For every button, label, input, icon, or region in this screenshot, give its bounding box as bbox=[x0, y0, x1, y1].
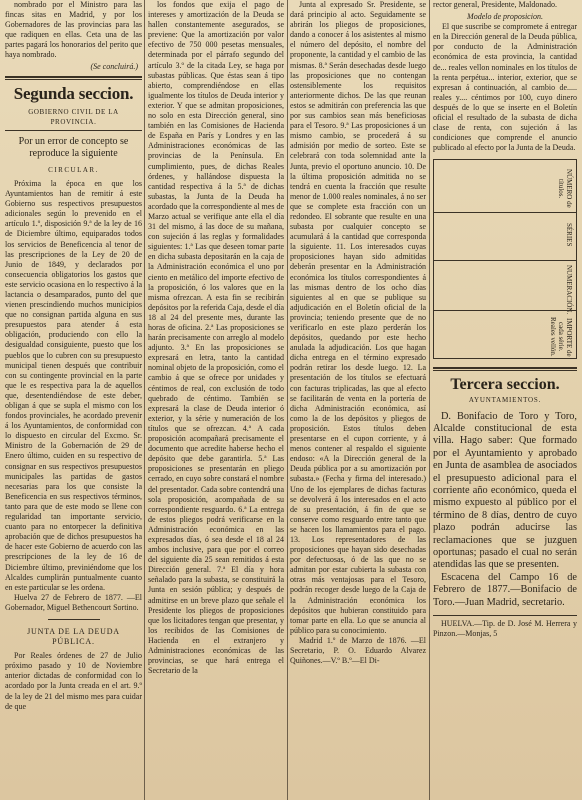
column-2 bbox=[148, 0, 284, 800]
table-cell-numero bbox=[434, 160, 576, 212]
notice-body: D. Bonifacio de Toro y Toro, Alcalde constitucional de esta villa. Hago saber: Que formado por el Ayuntamiento y aprobado en Junta de asamblea de asociados el presupuesto adicional para el corriente año económico, queda el mismo expuesto al público por el término de 8 días, dentro de cuyo plazo podrán aducirse las reclamaciones que se juzguen oportunas; pasado el cual no serán atendidas las que se presenten. bbox=[433, 410, 577, 571]
column-3-body: Junta al expresado Sr. Presidente, se dará principio al acto. Seguidamente se abrirán los pliegos de proposiciones, dando a conocer á los asistentes al mismo el número del depósito, el nombre del proponente, la cantidad y el cambio de las mismas. 8.ª Serán desechadas desde luego las proposiciones que no contengan ostensiblemente los requisitos anteriormente dichos. De las que reunan estos se admitirán con preferencia las que por sus cambios sean más beneficiosas para el Tesoro. 9.ª Las proposiciones á un mismo cambio, se procederá á su admisión por medio de sorteo. Este se celebrará con toda solemnidad ante la Junta, previo el oportuno anuncio. 10. De la última proposición admitida no se tendrá en cuenta la fracción que resulte menor de 1.000 reales nominales, á no ser que se complete esta fracción con un redondeo. El sobrante que resulte en una subasta por cualquier concepto se acumulará á la cantidad que corresponda la siguiente. 11. Los interesados cuyas proposiciones hayan sido admitidas deberán presentar en la Administración económica los títulos correspondientes á las mismas dentro de los ocho días siguientes al en que se publique su adjudicación en el Boletín oficial de la provincia; teniendo presente que de no verificarlo en este plazo perderán los depósitos, quedando por este hecho anulada la adjudicación. Los que hagan dicha entrega en el término expresado podrán retirar los desde luego. 12. La presentación de los títulos se efectuará con facturas triplicadas, las que al efecto se facilitarán de venta en la portería de dicha Administración económica, así como la de los depósitos y pliegos de proposición. Estos títulos deben presentarse en el cupon corriente, y á menos contener al respaldo el siguiente endoso: «A la Dirección general de la Deuda pública por a su amortización por subasta.» (Fecha y firma del interesado.) Uno de los ejemplares de dichas facturas se devolverá á los interesados en el acto de su presentación, á fin de que se conserve como resguardo entre tanto que se hacen los llamamientos para el pago. 13. Los representadores de las proposiciones que hayan sido desechadas por defectuosas, ó de las que no se admitan por estar cubierta la subasta con otras más ventajosas para el Tesoro, podrán recoger desde luego de la Caja de la Administración económica los depósitos que hubieran constituido para tomar parte en ella. Lo que se anuncia al público para su conocimiento. bbox=[290, 0, 426, 635]
column-1 bbox=[5, 0, 142, 800]
table-cell-importe bbox=[434, 310, 576, 360]
column-4 bbox=[433, 0, 577, 800]
column-divider-2 bbox=[287, 0, 288, 800]
section-title-segunda: Segunda seccion. bbox=[13, 83, 134, 103]
junta-deuda-heading: JUNTA DE LA DEUDA PÚBLICA. bbox=[27, 626, 120, 647]
circular-body: Próxima la época en que los Ayuntamientos han de remitir á este Gobierno sus respectivos presupuestos adicionales según lo prevenido en el artículo 1.º, disposición 9.ª de la ley de 16 de Diciembre último, equiparados todos los servicios de Beneficencia al tenor de las prescripciones de la Ley de 20 de Junio de 1849, y declarados por consecuencia obligatorios los gastos que este servicio ocasiona en lo respectivo á la lactancia o desamparados, punto del que vienen prescindiendo muchos municipios que no consignan partida alguna en sus presupuestos para atender á esta obligación, produciendo con ello la desigualdad consiguiente, puesto que los pueblos que lo cubren con su presupuesto municipal tienen después que contribuir con su contingente provincial en la parte que le es respectiva para la de aquellos que, desentendiéndose de este deber, obligan á que se supla el mismo con los fondos provinciales, he acordado prevenir á los Ayuntamientos, de conformidad con lo dispuesto en circular del Excmo. Sr. Ministro de la Gobernación de 29 de Enero último, cuiden en su respectivo de consignar en sus respectivos presupuestos municipales las partidas de gastos necesarias para los que consiste la Beneficencia en sus respectivos términos, tanto para que de este modo se llene con regularidad tan importante servicio, cuanto para no entorpecer la definitiva aprobación que de dichos presupuestos ha de hacer este Gobierno de acuerdo con las prescripciones de la ley de 16 de Diciembre último, previniéndome que los Alcaldes cumplirán puntualmente cuanto en este particular se les ordena. bbox=[5, 178, 142, 592]
notice-date-signature: Escacena del Campo 16 de Febrero de 1877.—Bonifacio de Toro.—Juan Madrid, secretario. bbox=[433, 571, 577, 608]
to-be-continued: (Se concluirá.) bbox=[90, 61, 138, 71]
headline-error-concepto: Por un error de concepto se reproduce la siguiente bbox=[18, 135, 129, 159]
printer-imprint: HUELVA.—Tip. de D. José M. Herrera y Pinzon.—Monjas, 5 bbox=[433, 615, 577, 639]
table-label-numeracion: NUMERACIÓN. bbox=[565, 265, 573, 315]
column-divider-1 bbox=[144, 0, 145, 800]
table-label-numero: NÚMERO de títulos. bbox=[557, 169, 573, 208]
table-label-importe: IMPORTE de cada série. Reales vellón. bbox=[549, 317, 573, 357]
separator-line bbox=[48, 619, 100, 620]
section-rule-top bbox=[5, 76, 142, 78]
column-1-intro: nombrado por el Ministro para las fincas sitas en Madrid, y por los Gobernadores de las provincias para las que radiquen en ellas. Ceta una de las partes pagará los honorarios del perito que haya nombrado. bbox=[5, 0, 142, 60]
circular-heading: CIRCULAR. bbox=[48, 165, 99, 174]
column-3 bbox=[290, 0, 426, 800]
ayuntamientos-heading: AYUNTAMIENTOS. bbox=[468, 396, 542, 405]
section3-rule-top bbox=[433, 367, 577, 369]
modelo-body: El que suscribe se compromete á entregar en la Dirección general de la Deuda pública, por conducto de la Administración económica de esta provincia, la cantidad de... reales vellon nominales en los títulos de la renta perpétua... interior, exterior, que se expresan á continuación, al cambio de..... reales y.... céntimos por 100, cuyo dinero después de lo que se inserte en el Boletín oficial el resultado de la subasta de dicha clase de renta, con sujeción á las condiciones que comprende el anuncio publicado al efecto por la Junta de la Deuda. bbox=[433, 22, 577, 153]
table-label-series: SÉRIES bbox=[565, 223, 573, 247]
circular-date-signature: Huelva 27 de Febrero de 1877. —El Gobernador, Miguel Bethencourt Sortino. bbox=[5, 592, 142, 612]
subsection-gobierno-civil: GOBIERNO CIVIL DE LA PROVINCIA. bbox=[5, 107, 142, 131]
junta-deuda-body: Por Reales órdenes de 27 de Julio próximo pasado y 10 de Noviembre anterior dictadas de conformidad con lo acordado por la Junta creada en el art. 9.º de la ley de 21 del mismo mes para cuidar de que bbox=[5, 651, 142, 711]
table-cell-series bbox=[434, 212, 576, 260]
section-rule-bottom bbox=[5, 79, 142, 80]
modelo-table bbox=[433, 159, 577, 359]
ayuntamiento-notice bbox=[433, 411, 577, 610]
section-title-tercera: Tercera seccion. bbox=[450, 376, 560, 394]
table-cell-numeracion bbox=[434, 260, 576, 315]
column-2-body: los fondos que exija el pago de intereses y amortización de la Deuda se hallen constantemente asegurados, se previene: Que la amortización por valor efectivo de 750 000 pesetas mensuales, determinada por el párrafo segundo del artículo 3.º de la citada Ley, se haga por subastas públicas. Que éstas sean á tipo abierto, comprendiéndose en ellas igualmente los títulos de Deuda interior y exterior. Y que se admitan proposiciones, no solo en esta Dirección general, sino también en las Comisiones de Hacienda de España en París y Londres y en las Administraciones económicas de las provincias de la Península. En cumplimiento, pues, de dichas Reales órdenes, y hallándose dispuesta la cantidad respectiva á la 5.ª de dichas subastas, la Junta de la Deuda ha acordado que la correspondiente al mes de Marzo actual se verifique ante ella el día 31 del mismo, á las doce de su mañana, con sujeción á las reglas y formalidades siguientes: 1.ª Las que deseen tomar parte en dicha subasta depositarán en la caja de la Administración económica el uno por ciento en metálico del importe efectivo de la proposición, ó los valores que en la misma ofrezcan. A esta fin se recibirán depósitos por la referida Caja, desde el día 18 al 24 del presente mes, durante las horas de oficina. 2.ª Las proposiciones se harán precisamente con arreglo al modelo adjunto. 3.ª En las proposiciones se expresará en letra, tanto la cantidad nominal objeto de la proposición, como el cambio á que se ofrece por unidades y céntimos de real, con exclusión de todo quebrado de céntimo. También se expresará la clase de Deuda interior ó exterior, y la série y numeración de los títulos que se ofrezcan. 4.ª A cada proposición acompañará precisamente el documento que acredite haberse hecho el depósito que debe garantirla. 5.ª Las proposiciones se presentarán en pliego cerrado, en cuyo sobre constará el nombre del presentador. Cada sobre contendrá una sola proposición, acompañada de su correspondiente resguardo. 6.ª La entrega de estos pliegos podrá verificarse en la Administración económica en las expresados días, ó sea desde el 18 al 24 ambos inclusive, para que por el correo del siguiente día 25 sean remitidos á esta Dirección general. 7.ª El día y hora señalado para la subasta, se constituirá la Junta en sesión pública; y después de admitirse en un breve plazo que señale el Presidente los pliegos de proposiciones que los licitadores tengan que presentar, y los recibidos de las Comisiones de Hacienda en el extranjero y Administraciones económicas de las provincias, se que hará entrega el Secretario de la bbox=[148, 0, 284, 676]
column-4-top: rector general, Presidente, Maldonado. bbox=[433, 0, 557, 9]
section3-rule-bottom bbox=[433, 370, 577, 371]
column-divider-3 bbox=[429, 0, 430, 800]
column-3-date-signature: Madrid 1.º de Marzo de 1876. —El Secretario, P. O. Eduardo Alvarez Quiñones.—V.º B.º—El Di- bbox=[290, 635, 426, 666]
modelo-heading: Modelo de proposicion. bbox=[467, 12, 543, 22]
